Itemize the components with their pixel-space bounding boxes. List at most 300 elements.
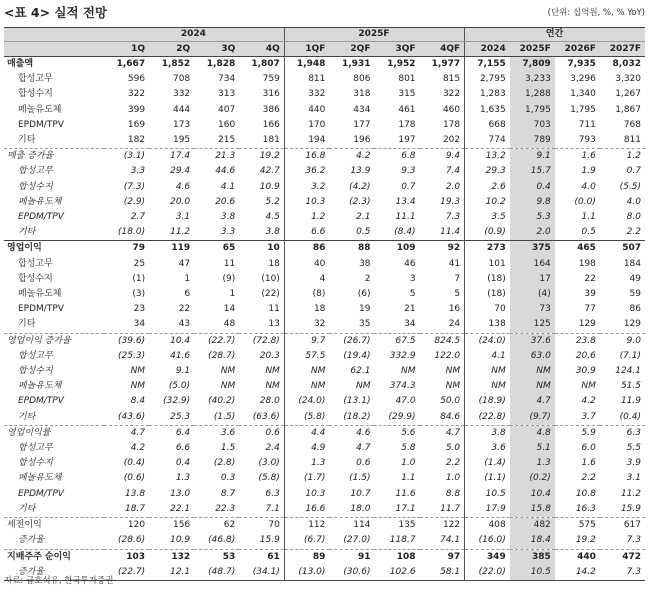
table-cell: 29.3 bbox=[465, 164, 510, 179]
table-cell: 25 bbox=[133, 258, 146, 269]
table-cell: (1.5) bbox=[213, 411, 236, 422]
table-row bbox=[4, 456, 645, 471]
table-cell: (0.4) bbox=[123, 458, 146, 469]
table-cell: 5.1 bbox=[510, 441, 555, 456]
table-cell: (3) bbox=[132, 289, 146, 300]
table-cell: 3.6 bbox=[465, 441, 510, 456]
table-cell: (63.6) bbox=[252, 411, 280, 422]
table-cell: 1,852 bbox=[161, 59, 191, 69]
table-cell: 51.5 bbox=[620, 381, 641, 392]
table-cell: 70 bbox=[239, 518, 284, 534]
table-cell: 12.1 bbox=[149, 565, 194, 581]
table-cell: 92 bbox=[420, 241, 465, 257]
corner-cell bbox=[4, 28, 104, 42]
table-cell: 6.8 bbox=[374, 149, 419, 165]
table-cell: 815 bbox=[442, 74, 461, 85]
table-cell: 173 bbox=[172, 119, 191, 130]
table-cell: 434 bbox=[353, 104, 371, 115]
table-cell: (19.4) bbox=[343, 350, 371, 361]
table-cell: 703 bbox=[510, 118, 555, 133]
table-cell: 2.4 bbox=[265, 443, 280, 454]
table-cell: 4.9 bbox=[284, 441, 329, 456]
table-cell: 10.4 bbox=[510, 487, 555, 502]
table-cell: 2 bbox=[364, 273, 371, 284]
table-cell: 35 bbox=[359, 319, 371, 330]
table-cell: 166 bbox=[262, 119, 280, 130]
table-cell: 575 bbox=[555, 518, 600, 534]
table-row bbox=[4, 103, 645, 118]
table-cell: 461 bbox=[398, 104, 416, 115]
forecast-table bbox=[4, 27, 645, 581]
table-cell: (72.8) bbox=[239, 333, 284, 349]
table-cell: 2,795 bbox=[465, 72, 510, 87]
row-label: 증가율 bbox=[18, 535, 45, 546]
table-cell: (6.7) bbox=[284, 533, 329, 549]
table-cell: 169 bbox=[127, 119, 146, 130]
column-header: 2QF bbox=[329, 42, 374, 57]
table-cell: 3.3 bbox=[130, 166, 146, 177]
table-cell: 5.0 bbox=[445, 443, 461, 454]
table-cell: 10.4 bbox=[149, 333, 194, 349]
column-header: 2027F bbox=[600, 42, 645, 57]
table-cell: (9) bbox=[222, 273, 236, 284]
table-row bbox=[4, 471, 645, 486]
table-row bbox=[4, 241, 645, 257]
table-cell: 14.2 bbox=[555, 565, 600, 581]
table-row bbox=[4, 210, 645, 225]
table-cell: 14 bbox=[223, 304, 236, 315]
table-cell: (0.2) bbox=[510, 471, 555, 486]
table-cell: 2.2 bbox=[581, 473, 596, 484]
table-cell: 91 bbox=[329, 549, 374, 565]
table-cell: 114 bbox=[329, 518, 374, 534]
table-cell: 5.5 bbox=[626, 443, 641, 454]
table-cell: 53 bbox=[194, 549, 239, 565]
table-cell: (22.7) bbox=[194, 333, 239, 349]
table-row bbox=[4, 164, 645, 179]
table-cell: 22.3 bbox=[215, 503, 236, 514]
row-label: 합성수지 bbox=[18, 366, 53, 377]
table-cell: 19 bbox=[359, 304, 371, 315]
table-cell: 102.6 bbox=[374, 565, 419, 581]
table-row bbox=[4, 518, 645, 534]
row-label: 기타 bbox=[18, 227, 36, 238]
table-cell: 61 bbox=[239, 549, 284, 565]
table-cell: 9.3 bbox=[401, 166, 416, 177]
table-cell: (1.5) bbox=[349, 473, 371, 484]
table-cell: 40 bbox=[284, 257, 329, 272]
table-cell: (48.7) bbox=[194, 565, 239, 581]
table-cell: 50.0 bbox=[440, 396, 461, 407]
table-cell: 5.6 bbox=[374, 425, 419, 441]
table-cell: 9.1 bbox=[510, 149, 555, 165]
table-cell: 4.7 bbox=[420, 425, 465, 441]
table-cell: 65 bbox=[194, 241, 239, 257]
table-cell: 3.8 bbox=[265, 227, 280, 238]
table-cell: 6.3 bbox=[600, 425, 645, 441]
table-cell: 8.0 bbox=[626, 212, 641, 223]
table-cell: 8.4 bbox=[130, 396, 146, 407]
table-cell: 374.3 bbox=[389, 381, 416, 392]
table-cell: 9.1 bbox=[175, 366, 191, 377]
table-cell: 24 bbox=[448, 319, 461, 330]
table-cell: 4.1 bbox=[465, 349, 510, 364]
table-cell: 34 bbox=[133, 319, 146, 330]
table-row bbox=[4, 133, 645, 149]
table-cell: (34.1) bbox=[239, 565, 284, 581]
table-cell: 407 bbox=[218, 104, 236, 115]
table-cell: 10.5 bbox=[510, 565, 555, 581]
table-cell: 349 bbox=[465, 549, 510, 565]
row-label: 기타 bbox=[18, 319, 36, 330]
table-row bbox=[4, 317, 645, 333]
table-cell: 318 bbox=[353, 89, 371, 100]
table-cell: 3.7 bbox=[581, 411, 596, 422]
table-cell: 4.0 bbox=[581, 181, 596, 192]
table-cell: 4.4 bbox=[284, 425, 329, 441]
column-header-row bbox=[4, 42, 645, 57]
table-cell: 10.2 bbox=[465, 195, 510, 210]
table-row bbox=[4, 180, 645, 195]
table-cell: 1,635 bbox=[465, 103, 510, 118]
table-cell: (27.0) bbox=[343, 535, 371, 546]
table-cell: 34 bbox=[404, 319, 416, 330]
row-label: 세전이익 bbox=[4, 518, 104, 534]
row-label: 영업이익률 bbox=[4, 425, 104, 441]
table-cell: NM bbox=[130, 366, 146, 377]
table-cell: (10) bbox=[261, 273, 280, 284]
table-cell: 13.2 bbox=[465, 149, 510, 165]
group-2024: 2024 bbox=[104, 28, 284, 42]
table-cell: NM bbox=[265, 381, 280, 392]
table-cell: 164 bbox=[510, 257, 555, 272]
table-cell: 30.9 bbox=[575, 366, 596, 377]
table-cell: 3.1 bbox=[626, 473, 641, 484]
table-cell: NM bbox=[355, 381, 371, 392]
table-cell: 596 bbox=[127, 74, 146, 85]
table-row bbox=[4, 272, 645, 287]
table-cell: 5 bbox=[409, 289, 416, 300]
table-cell: 19.2 bbox=[239, 149, 284, 165]
table-cell: 13.4 bbox=[395, 196, 416, 207]
table-cell: 1,952 bbox=[387, 59, 416, 69]
table-cell: 5 bbox=[454, 289, 461, 300]
table-cell: 7,935 bbox=[567, 59, 596, 69]
table-cell: 21 bbox=[404, 304, 416, 315]
row-label: 증가율 bbox=[4, 565, 104, 581]
table-cell: 49 bbox=[629, 273, 641, 284]
column-header: 4QF bbox=[420, 42, 465, 57]
table-cell: 16.3 bbox=[575, 503, 596, 514]
table-cell: (13.1) bbox=[343, 396, 371, 407]
table-cell: 197 bbox=[398, 135, 416, 146]
table-cell: 4.1 bbox=[220, 181, 236, 192]
table-cell: 138 bbox=[465, 317, 510, 333]
table-cell: 16.6 bbox=[284, 502, 329, 518]
table-cell: 198 bbox=[578, 258, 596, 269]
table-cell: 3,296 bbox=[570, 74, 596, 85]
table-cell: 8.8 bbox=[445, 488, 461, 499]
table-row bbox=[4, 149, 645, 165]
table-cell: NM bbox=[465, 379, 510, 394]
table-cell: 793 bbox=[578, 135, 596, 146]
table-cell: (7.3) bbox=[123, 181, 146, 192]
row-label: 기타 bbox=[18, 135, 36, 146]
table-cell: (29.9) bbox=[388, 411, 416, 422]
table-cell: NM bbox=[220, 366, 236, 377]
table-cell: 11.6 bbox=[395, 488, 416, 499]
table-cell: (9.7) bbox=[510, 410, 555, 426]
table-cell: 18 bbox=[284, 302, 329, 317]
row-label: 지배주주 순이익 bbox=[4, 549, 104, 565]
table-row bbox=[4, 364, 645, 379]
table-row bbox=[4, 333, 645, 349]
table-cell: NM bbox=[445, 366, 461, 377]
table-cell: 1.9 bbox=[581, 166, 596, 177]
table-cell: (30.6) bbox=[329, 565, 374, 581]
row-label: 합성고무 bbox=[18, 258, 53, 269]
column-header: 2026F bbox=[555, 42, 600, 57]
table-cell: 1,807 bbox=[251, 59, 280, 69]
table-cell: 20.3 bbox=[259, 350, 280, 361]
table-row bbox=[4, 410, 645, 426]
column-header: 4Q bbox=[239, 42, 284, 57]
table-cell: 194 bbox=[284, 133, 329, 149]
table-cell: 2.7 bbox=[130, 212, 146, 223]
table-cell: 332 bbox=[172, 89, 191, 100]
table-cell: 28.0 bbox=[259, 396, 280, 407]
column-header: 3QF bbox=[374, 42, 419, 57]
table-cell: (22.7) bbox=[104, 565, 149, 581]
table-cell: (13.0) bbox=[284, 565, 329, 581]
table-cell: 4.7 bbox=[356, 443, 371, 454]
table-body bbox=[4, 57, 645, 581]
table-cell: (7.1) bbox=[619, 350, 641, 361]
table-cell: 29.4 bbox=[170, 166, 191, 177]
table-row bbox=[4, 349, 645, 364]
table-cell: 215 bbox=[218, 135, 236, 146]
table-cell: 5.2 bbox=[265, 196, 280, 207]
table-cell: 129 bbox=[578, 319, 596, 330]
table-cell: 2.1 bbox=[356, 212, 371, 223]
table-cell: 79 bbox=[104, 241, 149, 257]
table-row bbox=[4, 487, 645, 502]
table-cell: 332 bbox=[284, 87, 329, 102]
table-cell: 44.6 bbox=[215, 166, 236, 177]
table-cell: (22.0) bbox=[465, 565, 510, 581]
table-cell: 16.8 bbox=[284, 149, 329, 165]
table-cell: 118.7 bbox=[389, 535, 416, 546]
table-cell: (1.4) bbox=[465, 456, 510, 471]
table-cell: (32.9) bbox=[163, 396, 191, 407]
table-cell: 6.0 bbox=[581, 443, 596, 454]
table-cell: NM bbox=[465, 364, 510, 379]
table-cell: 13.9 bbox=[350, 166, 371, 177]
table-cell: 109 bbox=[374, 241, 419, 257]
table-cell: 86 bbox=[284, 241, 329, 257]
table-cell: 617 bbox=[600, 518, 645, 534]
row-label: 합성고무 bbox=[18, 74, 53, 85]
table-cell: 4 bbox=[284, 272, 329, 287]
row-label: 합성수지 bbox=[18, 89, 53, 100]
table-cell: 7.1 bbox=[265, 503, 280, 514]
table-cell: 10.5 bbox=[465, 487, 510, 502]
table-cell: 47 bbox=[178, 258, 191, 269]
table-cell: 181 bbox=[262, 135, 280, 146]
table-cell: 1,931 bbox=[342, 59, 371, 69]
table-cell: 708 bbox=[172, 74, 191, 85]
table-cell: 41.6 bbox=[170, 350, 191, 361]
table-cell: 195 bbox=[172, 135, 191, 146]
table-cell: (0.0) bbox=[574, 196, 596, 207]
table-cell: 1 bbox=[184, 273, 191, 284]
table-cell: 19.3 bbox=[440, 196, 461, 207]
table-cell: 156 bbox=[149, 518, 194, 534]
table-cell: (16.0) bbox=[465, 533, 510, 549]
table-cell: 48 bbox=[223, 319, 236, 330]
table-cell: 32 bbox=[284, 317, 329, 333]
table-cell: 1,667 bbox=[116, 59, 146, 69]
table-cell: 25.3 bbox=[170, 411, 191, 422]
table-cell: 74.1 bbox=[440, 535, 461, 546]
table-cell: 8.7 bbox=[220, 488, 236, 499]
table-row bbox=[4, 302, 645, 317]
column-header: 2025F bbox=[510, 42, 555, 57]
row-label: 합성고무 bbox=[18, 443, 53, 454]
table-cell: 332.9 bbox=[389, 350, 416, 361]
table-cell: 8,032 bbox=[612, 59, 641, 69]
table-cell: 789 bbox=[510, 133, 555, 149]
table-cell: (2.9) bbox=[123, 196, 146, 207]
table-cell: 472 bbox=[600, 549, 645, 565]
table-cell: (24.0) bbox=[284, 394, 329, 409]
table-cell: 4.7 bbox=[510, 394, 555, 409]
table-cell: 1.3 bbox=[510, 456, 555, 471]
table-cell: 3.8 bbox=[220, 212, 236, 223]
table-cell: 1.2 bbox=[284, 210, 329, 225]
table-cell: 1.6 bbox=[555, 149, 600, 165]
table-cell: 20.6 bbox=[575, 350, 596, 361]
table-cell: (0.6) bbox=[123, 473, 146, 484]
table-cell: 77 bbox=[584, 304, 596, 315]
table-cell: 4.6 bbox=[329, 425, 374, 441]
table-cell: 7.4 bbox=[445, 166, 461, 177]
table-cell: (3.0) bbox=[258, 458, 280, 469]
table-cell: 1.3 bbox=[175, 473, 191, 484]
table-cell: 17.1 bbox=[395, 503, 416, 514]
row-label: 페놀유도체 bbox=[18, 381, 62, 392]
table-cell: 1,867 bbox=[615, 104, 641, 115]
table-cell: NM bbox=[284, 364, 329, 379]
table-row bbox=[4, 195, 645, 210]
table-cell: 67.5 bbox=[374, 333, 419, 349]
row-label: 합성수지 bbox=[18, 181, 53, 192]
table-cell: 89 bbox=[284, 549, 329, 565]
table-cell: 9.0 bbox=[600, 333, 645, 349]
table-cell: 108 bbox=[374, 549, 419, 565]
table-cell: NM bbox=[265, 366, 280, 377]
column-header: 1Q bbox=[104, 42, 149, 57]
table-cell: 2.2 bbox=[445, 458, 461, 469]
table-cell: 824.5 bbox=[420, 333, 465, 349]
table-cell: 42.7 bbox=[259, 166, 280, 177]
table-cell: 273 bbox=[465, 241, 510, 257]
table-cell: 170 bbox=[284, 118, 329, 133]
table-cell: (4) bbox=[510, 287, 555, 302]
table-cell: 4.0 bbox=[626, 196, 641, 207]
table-cell: 20.0 bbox=[170, 196, 191, 207]
table-cell: 315 bbox=[398, 89, 416, 100]
table-cell: 122 bbox=[420, 518, 465, 534]
table-cell: 4.2 bbox=[130, 443, 146, 454]
table-cell: 7 bbox=[454, 273, 461, 284]
table-cell: 11.2 bbox=[620, 488, 641, 499]
table-row bbox=[4, 287, 645, 302]
table-cell: 15.9 bbox=[620, 503, 641, 514]
table-cell: 11.9 bbox=[620, 396, 641, 407]
table-cell: 11.4 bbox=[440, 227, 461, 238]
row-label: EPDM/TPV bbox=[18, 488, 64, 499]
table-cell: 19.2 bbox=[575, 535, 596, 546]
table-cell: 2.6 bbox=[465, 180, 510, 195]
table-cell: 10.3 bbox=[284, 195, 329, 210]
table-cell: 734 bbox=[218, 74, 236, 85]
table-cell: 62.1 bbox=[350, 366, 371, 377]
table-cell: 460 bbox=[442, 104, 461, 115]
row-label: EPDM/TPV bbox=[18, 304, 64, 315]
table-cell: 0.4 bbox=[510, 180, 555, 195]
table-cell: 11.1 bbox=[395, 212, 416, 223]
table-cell: 11 bbox=[268, 304, 280, 315]
table-cell: 4.6 bbox=[175, 181, 191, 192]
table-cell: 57.5 bbox=[284, 349, 329, 364]
table-cell: 46 bbox=[404, 258, 416, 269]
table-cell: 811 bbox=[284, 72, 329, 87]
table-cell: (2.8) bbox=[213, 458, 236, 469]
group-header-row bbox=[4, 28, 645, 42]
table-cell: (39.6) bbox=[104, 333, 149, 349]
row-label: EPDM/TPV bbox=[18, 396, 64, 407]
table-cell: 1,795 bbox=[510, 103, 555, 118]
table-row bbox=[4, 549, 645, 565]
table-cell: 3,320 bbox=[615, 74, 641, 85]
table-cell: 18.7 bbox=[125, 503, 146, 514]
table-cell: 23 bbox=[133, 304, 146, 315]
table-cell: 0.3 bbox=[220, 473, 236, 484]
table-cell: 4.2 bbox=[581, 396, 596, 407]
table-cell: (1.1) bbox=[465, 471, 510, 486]
table-cell: 97 bbox=[420, 549, 465, 565]
table-cell: 10.8 bbox=[575, 488, 596, 499]
table-cell: 47.0 bbox=[395, 396, 416, 407]
table-cell: 132 bbox=[149, 549, 194, 565]
table-cell: 3.1 bbox=[175, 212, 191, 223]
table-cell: (18.2) bbox=[343, 411, 371, 422]
row-label: EPDM/TPV bbox=[18, 119, 64, 130]
row-label: 합성수지 bbox=[18, 273, 53, 284]
table-row bbox=[4, 118, 645, 133]
table-cell: (18.0) bbox=[118, 227, 146, 238]
table-cell: 1.0 bbox=[445, 473, 461, 484]
table-cell: 36.2 bbox=[284, 164, 329, 179]
table-cell: 2.2 bbox=[626, 227, 641, 238]
table-cell: NM bbox=[220, 381, 236, 392]
table-cell: 11.7 bbox=[440, 503, 461, 514]
table-cell: 408 bbox=[465, 518, 510, 534]
table-cell: 811 bbox=[623, 135, 641, 146]
table-cell: 13.0 bbox=[170, 488, 191, 499]
table-cell: 62 bbox=[194, 518, 239, 534]
